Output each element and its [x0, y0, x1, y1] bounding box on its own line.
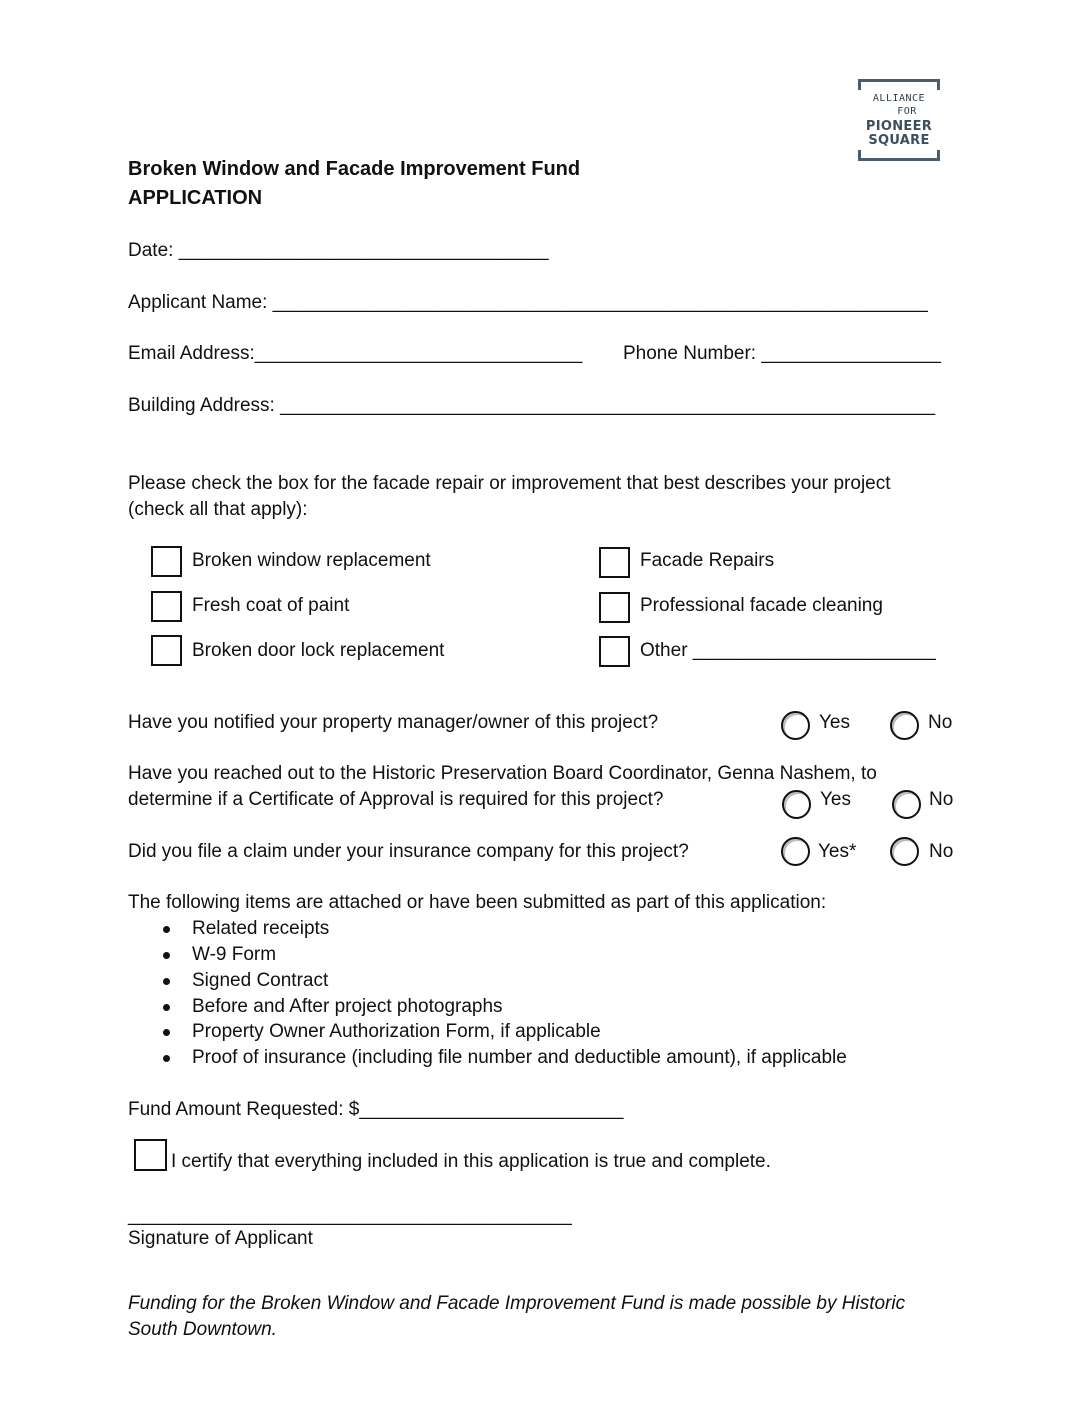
signature-line[interactable]: __________________________________________	[128, 1205, 572, 1226]
attachment-item: Signed Contract	[192, 970, 329, 991]
date-field[interactable]: Date: ___________________________________	[128, 240, 549, 261]
instructions-line-1: Please check the box for the facade repair or improvement that best describes your project	[128, 473, 891, 494]
signature-label: Signature of Applicant	[128, 1228, 313, 1249]
certify-label: I certify that everything included in this application is true and complete.	[171, 1151, 771, 1172]
logo-frame-top-right	[929, 79, 940, 90]
form-title: Broken Window and Facade Improvement Fund	[128, 158, 581, 180]
fresh-paint-label: Fresh coat of paint	[192, 595, 350, 616]
q3-no-radio[interactable]	[890, 837, 919, 866]
attachment-item: Property Owner Authorization Form, if applicable	[192, 1021, 601, 1042]
bullet-icon	[163, 926, 170, 933]
certify-checkbox[interactable]	[134, 1139, 167, 1171]
q1-no-label: No	[928, 712, 953, 733]
attachment-item: Proof of insurance (including file number and deductible amount), if applicable	[192, 1047, 847, 1068]
broken-window-checkbox[interactable]	[151, 546, 182, 577]
door-lock-label: Broken door lock replacement	[192, 640, 445, 661]
attachment-item: Related receipts	[192, 918, 330, 939]
attachment-item: W-9 Form	[192, 944, 277, 965]
question-insurance: Did you file a claim under your insurance company for this project?	[128, 841, 689, 862]
q2-yes-radio[interactable]	[782, 790, 811, 819]
logo-text-pioneer: PIONEER	[865, 119, 933, 134]
logo-frame-bottom-left	[858, 150, 931, 161]
building-address-field[interactable]: Building Address: ______________________________________________________________	[128, 395, 936, 416]
q1-no-radio[interactable]	[890, 711, 919, 740]
bullet-icon	[163, 978, 170, 985]
question-property-manager: Have you notified your property manager/owner of this project?	[128, 712, 659, 733]
door-lock-checkbox[interactable]	[151, 635, 182, 666]
question-preservation-line-2: determine if a Certificate of Approval is required for this project?	[128, 789, 664, 810]
logo-frame-bottom-right	[929, 150, 940, 161]
broken-window-label: Broken window replacement	[192, 550, 431, 571]
applicant-name-field[interactable]: Applicant Name: ______________________________________________________________	[128, 292, 928, 313]
q2-no-label: No	[929, 789, 954, 810]
q3-yes-label: Yes*	[818, 841, 857, 862]
other-label[interactable]: Other _______________________	[640, 640, 936, 661]
logo-frame-top-left	[858, 79, 931, 90]
other-checkbox[interactable]	[599, 636, 630, 667]
cleaning-checkbox[interactable]	[599, 592, 630, 623]
bullet-icon	[163, 1029, 170, 1036]
facade-repairs-checkbox[interactable]	[599, 547, 630, 578]
instructions-line-2: (check all that apply):	[128, 499, 308, 520]
logo-text-square: SQUARE	[868, 133, 930, 148]
form-subtitle: APPLICATION	[128, 187, 263, 209]
q2-no-radio[interactable]	[892, 790, 921, 819]
q1-yes-radio[interactable]	[781, 711, 810, 740]
bullet-icon	[163, 1055, 170, 1062]
phone-field[interactable]: Phone Number: _________________	[623, 343, 941, 364]
cleaning-label: Professional facade cleaning	[640, 595, 883, 616]
logo-text-for: FOR	[897, 106, 917, 117]
funding-note-line-2: South Downtown.	[128, 1319, 277, 1340]
attachment-item: Before and After project photographs	[192, 996, 503, 1017]
bullet-icon	[163, 1004, 170, 1011]
logo-text-alliance: ALLIANCE	[872, 93, 926, 104]
bullet-icon	[163, 952, 170, 959]
fund-amount-field[interactable]: Fund Amount Requested: $_________________________	[128, 1099, 624, 1120]
q2-yes-label: Yes	[820, 789, 851, 810]
fresh-paint-checkbox[interactable]	[151, 591, 182, 622]
q3-no-label: No	[929, 841, 954, 862]
facade-repairs-label: Facade Repairs	[640, 550, 775, 571]
question-preservation-line-1: Have you reached out to the Historic Preservation Board Coordinator, Genna Nashem, to	[128, 763, 877, 784]
email-field[interactable]: Email Address:_______________________________	[128, 343, 583, 364]
attachments-intro: The following items are attached or have been submitted as part of this application:	[128, 892, 827, 913]
q1-yes-label: Yes	[819, 712, 850, 733]
q3-yes-radio[interactable]	[781, 837, 810, 866]
funding-note-line-1: Funding for the Broken Window and Facade Improvement Fund is made possible by Historic	[128, 1293, 906, 1314]
alliance-pioneer-square-logo	[858, 79, 940, 161]
